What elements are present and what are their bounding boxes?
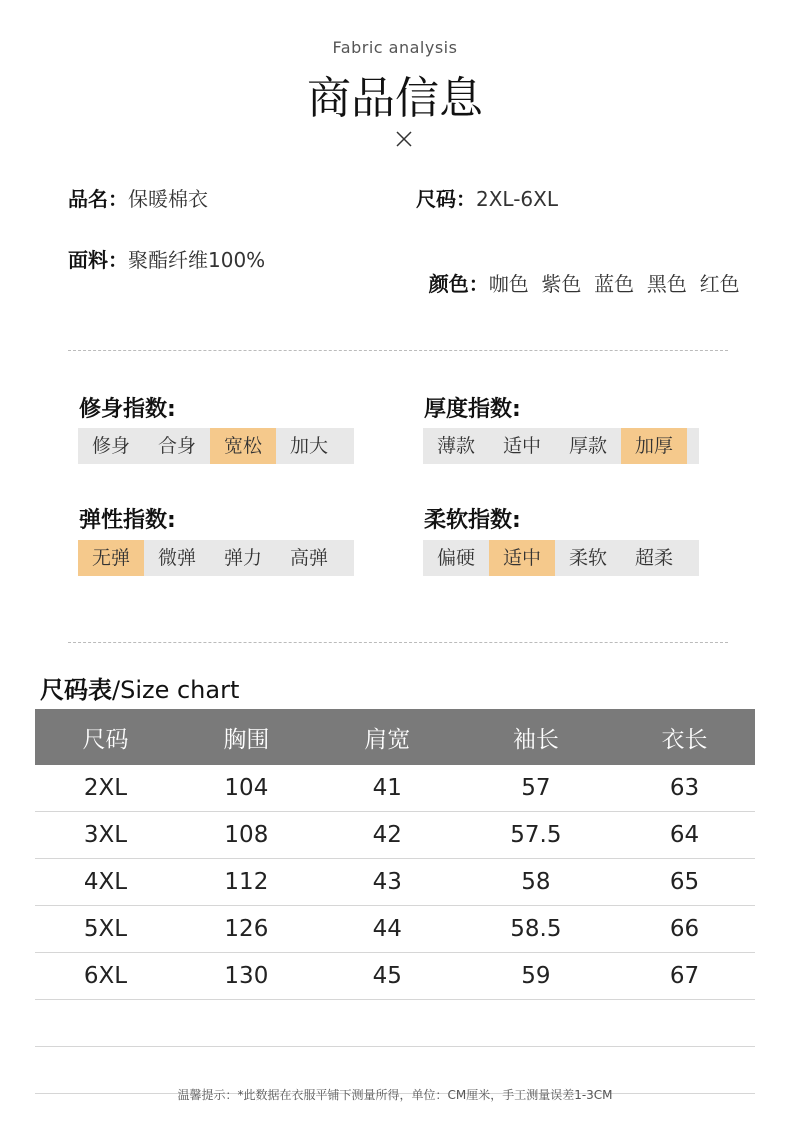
color-label: 颜色：	[428, 272, 489, 296]
fit-index-title: 修身指数:	[79, 397, 176, 422]
thickness-option: 适中	[502, 435, 541, 457]
elasticity-index-title: 弹性指数:	[79, 508, 176, 533]
size-table	[35, 709, 755, 1094]
table-cell: 63	[614, 765, 755, 812]
softness-option: 超柔	[634, 547, 673, 569]
close-icon	[393, 128, 415, 150]
column-header: 袖长	[458, 709, 614, 765]
table-cell: 58.5	[458, 906, 614, 953]
size-chart-title	[40, 670, 239, 705]
table-cell: 112	[176, 859, 317, 906]
size-value: 2XL-6XL	[476, 187, 559, 211]
fit-option: 宽松	[210, 428, 276, 464]
column-header: 胸围	[176, 709, 317, 765]
table-cell: 64	[614, 812, 755, 859]
table-cell: 43	[317, 859, 458, 906]
softness-option: 偏硬	[436, 547, 475, 569]
table-cell: 3XL	[35, 812, 176, 859]
divider	[68, 350, 728, 351]
table-cell: 59	[458, 953, 614, 1000]
product-name-label: 品名：	[68, 187, 128, 211]
elasticity-index-bar	[78, 540, 354, 576]
table-cell: 4XL	[35, 859, 176, 906]
table-cell: 66	[614, 906, 755, 953]
color-row	[416, 244, 740, 297]
softness-index-title: 柔软指数:	[424, 508, 521, 533]
elasticity-option: 弹力	[223, 547, 262, 569]
fabric-label: 面料：	[68, 248, 128, 272]
table-cell: 6XL	[35, 953, 176, 1000]
table-cell: 41	[317, 765, 458, 812]
table-cell: 42	[317, 812, 458, 859]
column-header: 衣长	[614, 709, 755, 765]
size-label: 尺码：	[416, 187, 476, 211]
thickness-index-bar	[423, 428, 699, 464]
table-cell: 65	[614, 859, 755, 906]
table-cell: 57	[458, 765, 614, 812]
page-title: 商品信息	[307, 73, 483, 124]
table-row	[35, 859, 755, 906]
table-row	[35, 953, 755, 1000]
softness-option: 适中	[489, 540, 555, 576]
fabric-value: 聚酯纤维100%	[128, 248, 266, 272]
product-name-row	[68, 183, 208, 212]
fit-option: 加大	[289, 435, 328, 457]
table-cell: 2XL	[35, 765, 176, 812]
size-row	[416, 183, 558, 212]
table-cell: 44	[317, 906, 458, 953]
table-cell: 5XL	[35, 906, 176, 953]
empty-row	[35, 1000, 755, 1047]
product-name-value: 保暖棉衣	[128, 187, 208, 211]
elasticity-option: 高弹	[289, 547, 328, 569]
softness-index-bar	[423, 540, 699, 576]
size-chart-title-en: /Size chart	[112, 676, 240, 704]
table-cell: 126	[176, 906, 317, 953]
fabric-row	[68, 244, 265, 273]
table-cell: 45	[317, 953, 458, 1000]
measurement-note: 温馨提示：*此数据在衣服平铺下测量所得，单位：CM厘米，手工测量误差1-3CM	[177, 1088, 613, 1102]
subtitle: Fabric analysis	[332, 38, 458, 57]
table-cell: 67	[614, 953, 755, 1000]
softness-option: 柔软	[568, 547, 607, 569]
table-cell: 57.5	[458, 812, 614, 859]
table-row	[35, 906, 755, 953]
table-cell: 108	[176, 812, 317, 859]
fit-index-bar	[78, 428, 354, 464]
column-header: 肩宽	[317, 709, 458, 765]
thickness-option: 厚款	[568, 435, 607, 457]
table-cell: 104	[176, 765, 317, 812]
table-header-row	[35, 709, 755, 765]
table-cell: 130	[176, 953, 317, 1000]
column-header: 尺码	[35, 709, 176, 765]
fit-option: 修身	[91, 435, 130, 457]
thickness-index-title: 厚度指数:	[424, 397, 521, 422]
thickness-option: 加厚	[621, 428, 687, 464]
empty-cell	[35, 1000, 755, 1047]
elasticity-option: 微弹	[157, 547, 196, 569]
elasticity-option: 无弹	[78, 540, 144, 576]
divider	[68, 642, 728, 643]
color-value: 咖色 紫色 蓝色 黑色 红色	[488, 272, 740, 296]
fit-option: 合身	[157, 435, 196, 457]
table-cell: 58	[458, 859, 614, 906]
table-row	[35, 765, 755, 812]
thickness-option: 薄款	[436, 435, 475, 457]
size-chart-title-cn: 尺码表	[40, 676, 112, 704]
table-row	[35, 812, 755, 859]
